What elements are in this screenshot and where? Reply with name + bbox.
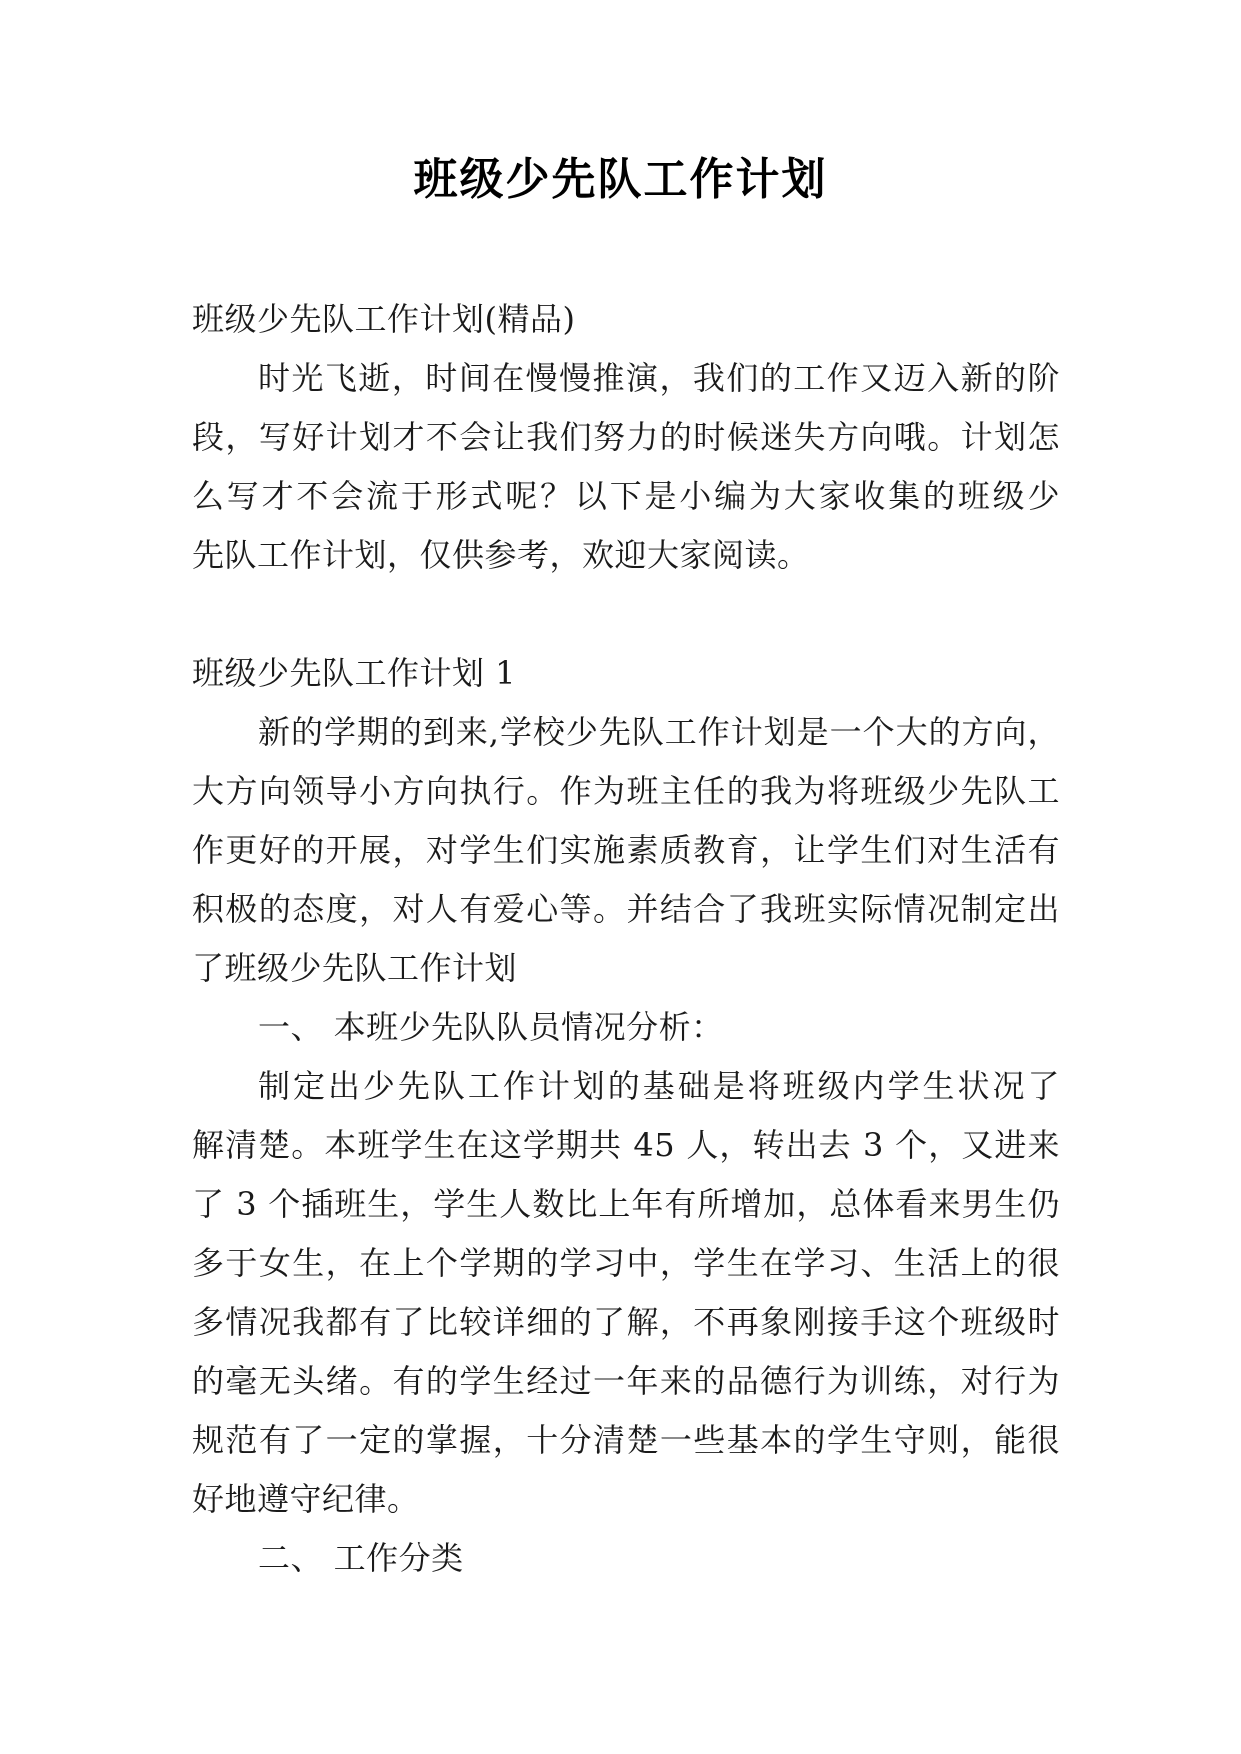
paragraph-line: 了班级少先队工作计划 <box>192 949 518 987</box>
blank-line <box>192 585 1060 644</box>
plan-paragraph-1 <box>192 703 1060 998</box>
document-title: 班级少先队工作计划 <box>413 154 828 205</box>
paragraph-line: 制定出少先队工作计划的基础是将班级内学生状况了 <box>258 1067 1060 1105</box>
paragraph-line: 多情况我都有了比较详细的了解，不再象刚接手这个班级时 <box>192 1303 1060 1341</box>
document-body <box>192 290 1060 1588</box>
section-heading-1: 一、 本班少先队队员情况分析： <box>258 1008 724 1046</box>
section-heading-2: 二、 工作分类 <box>258 1539 464 1577</box>
paragraph-line: 规范有了一定的掌握，十分清楚一些基本的学生守则，能很 <box>192 1421 1060 1459</box>
paragraph-line: 大方向领导小方向执行。作为班主任的我为将班级少先队工 <box>192 772 1060 810</box>
paragraph-line: 了 3 个插班生，学生人数比上年有所增加，总体看来男生仍 <box>192 1185 1060 1223</box>
paragraph-line: 好地遵守纪律。 <box>192 1480 420 1518</box>
paragraph-line: 段，写好计划才不会让我们努力的时候迷失方向哦。计划怎 <box>192 418 1060 456</box>
paragraph-line: 解清楚。本班学生在这学期共 45 人，转出去 3 个，又进来 <box>192 1126 1060 1164</box>
paragraph-line: 作更好的开展，对学生们实施素质教育，让学生们对生活有 <box>192 831 1060 869</box>
paragraph-line: 先队工作计划，仅供参考，欢迎大家阅读。 <box>192 536 810 574</box>
paragraph-line: 么写才不会流于形式呢？以下是小编为大家收集的班级少 <box>192 477 1060 515</box>
paragraph-line: 多于女生，在上个学期的学习中，学生在学习、生活上的很 <box>192 1244 1060 1282</box>
paragraph-line: 积极的态度，对人有爱心等。并结合了我班实际情况制定出 <box>192 890 1060 928</box>
plan-paragraph-2 <box>192 1057 1060 1529</box>
plan-heading: 班级少先队工作计划 1 <box>192 654 517 692</box>
paragraph-line: 新的学期的到来,学校少先队工作计划是一个大的方向， <box>258 713 1060 751</box>
intro-paragraph <box>192 349 1060 585</box>
paragraph-line: 的毫无头绪。有的学生经过一年来的品德行为训练，对行为 <box>192 1362 1060 1400</box>
document-subtitle: 班级少先队工作计划(精品) <box>192 300 576 338</box>
paragraph-line: 时光飞逝，时间在慢慢推演，我们的工作又迈入新的阶 <box>258 359 1060 397</box>
